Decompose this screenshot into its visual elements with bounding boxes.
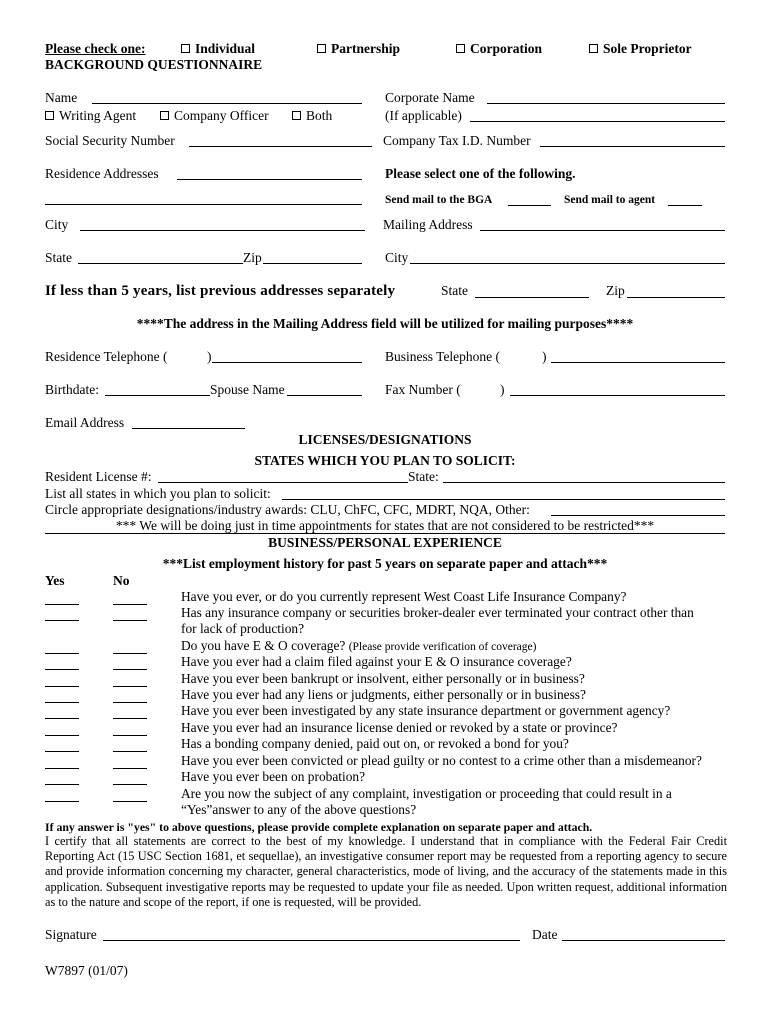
mailing-address-field[interactable] bbox=[480, 230, 725, 231]
state-label: State bbox=[45, 250, 72, 265]
mailing-state-field[interactable] bbox=[475, 297, 589, 298]
option-partnership[interactable]: Partnership bbox=[317, 41, 400, 57]
residence-field-2[interactable] bbox=[45, 204, 362, 205]
eo-verification-note: (Please provide verification of coverage) bbox=[348, 641, 537, 653]
fax-label: Fax Number ( bbox=[385, 382, 461, 397]
city-field[interactable] bbox=[80, 230, 365, 231]
checkbox-icon[interactable] bbox=[456, 44, 465, 53]
spouse-label: Spouse Name bbox=[210, 382, 285, 397]
birthdate-label: Birthdate: bbox=[45, 382, 99, 397]
question-8: Have you ever had an insurance license denied or revoked by a state or province? bbox=[181, 720, 618, 735]
corporate-name-field[interactable] bbox=[487, 103, 725, 104]
mailing-note: ****The address in the Mailing Address field will be utilized for mailing purposes**** bbox=[136, 316, 634, 331]
date-label: Date bbox=[532, 927, 558, 942]
no-answer[interactable] bbox=[113, 702, 147, 703]
license-state-field[interactable] bbox=[443, 482, 725, 483]
list-states-field[interactable] bbox=[282, 499, 725, 500]
designations-label: Circle appropriate designations/industry awards: CLU, ChFC, CFC, MDRT, NQA, Other: bbox=[45, 502, 530, 517]
no-answer[interactable] bbox=[113, 669, 147, 670]
no-header: No bbox=[113, 573, 130, 588]
yes-answer[interactable] bbox=[45, 768, 79, 769]
birthdate-field[interactable] bbox=[105, 395, 210, 396]
checkbox-icon[interactable] bbox=[160, 111, 169, 120]
mailing-address-label: Mailing Address bbox=[383, 217, 473, 232]
form-number: W7897 (01/07) bbox=[45, 963, 128, 978]
question-10: Have you ever been convicted or plead guilty or no contest to a crime other than a misdemeanor? bbox=[181, 753, 702, 768]
checkbox-icon[interactable] bbox=[181, 44, 190, 53]
no-answer[interactable] bbox=[113, 718, 147, 719]
no-answer[interactable] bbox=[113, 620, 147, 621]
yes-answer[interactable] bbox=[45, 669, 79, 670]
yes-answer[interactable] bbox=[45, 784, 79, 785]
select-one-label: Please select one of the following. bbox=[385, 166, 576, 181]
licenses-heading: LICENSES/DESIGNATIONS bbox=[298, 432, 472, 447]
business-phone-close: ) bbox=[542, 349, 547, 364]
question-6: Have you ever had any liens or judgments, either personally or in business? bbox=[181, 687, 586, 702]
zip-label: Zip bbox=[243, 250, 262, 265]
signature-label: Signature bbox=[45, 927, 97, 942]
states-heading: STATES WHICH YOU PLAN TO SOLICIT: bbox=[254, 453, 516, 468]
name-field[interactable] bbox=[92, 103, 362, 104]
yes-answer[interactable] bbox=[45, 620, 79, 621]
name-label: Name bbox=[45, 90, 78, 105]
fax-close: ) bbox=[500, 382, 505, 397]
fax-field[interactable] bbox=[510, 395, 725, 396]
residence-label: Residence Addresses bbox=[45, 166, 159, 181]
no-answer[interactable] bbox=[113, 686, 147, 687]
no-answer[interactable] bbox=[113, 768, 147, 769]
email-label: Email Address bbox=[45, 415, 125, 430]
certification-text: I certify that all statements are correct to the best of my knowledge. I understand that in compliance with the Federal Fair Credit Reporting Act (15 USC Section 1681, et sequellae), an investigative consumer report may be requested from a reporting agency to secure and provide information concerning my character, general characteristics, mode of living, and the accuracy of the statements made in this application. Subsequent investigative reports may be requested to update your file as needed. Upon written request, additional information as to the nature and scope of the report, if one is requested, will be provided. bbox=[45, 834, 727, 909]
yes-answer[interactable] bbox=[45, 653, 79, 654]
previous-addresses-note: If less than 5 years, list previous addresses separately bbox=[45, 283, 396, 299]
option-corporation[interactable]: Corporation bbox=[456, 41, 542, 57]
checkbox-icon[interactable] bbox=[589, 44, 598, 53]
both-option[interactable]: Both bbox=[292, 108, 332, 124]
checkbox-icon[interactable] bbox=[45, 111, 54, 120]
check-one-label: Please check one: bbox=[45, 41, 146, 56]
question-1: Have you ever, or do you currently represent West Coast Life Insurance Company? bbox=[181, 589, 627, 604]
question-7: Have you ever been investigated by any state insurance department or government agency? bbox=[181, 703, 671, 718]
resident-license-field[interactable] bbox=[158, 482, 408, 483]
business-phone-field[interactable] bbox=[551, 362, 725, 363]
ssn-field[interactable] bbox=[189, 146, 372, 147]
question-12: Are you now the subject of any complaint, investigation or proceeding that could result in a bbox=[181, 786, 672, 801]
writing-agent-option[interactable]: Writing Agent bbox=[45, 108, 136, 124]
yes-answer[interactable] bbox=[45, 735, 79, 736]
business-phone-label: Business Telephone ( bbox=[385, 349, 501, 364]
yes-answer[interactable] bbox=[45, 718, 79, 719]
no-answer[interactable] bbox=[113, 784, 147, 785]
zip-field[interactable] bbox=[263, 263, 362, 264]
tax-id-field[interactable] bbox=[540, 146, 725, 147]
question-4: Have you ever had a claim filed against your E & O insurance coverage? bbox=[181, 654, 572, 669]
question-5: Have you ever been bankrupt or insolvent, either personally or in business? bbox=[181, 671, 585, 686]
if-applicable-label: (If applicable) bbox=[385, 108, 462, 123]
designations-other-field[interactable] bbox=[551, 515, 725, 516]
checkbox-icon[interactable] bbox=[317, 44, 326, 53]
yes-answer[interactable] bbox=[45, 604, 79, 605]
spouse-field[interactable] bbox=[287, 395, 362, 396]
mailing-state-label: State bbox=[441, 283, 468, 298]
send-bga-field[interactable] bbox=[508, 205, 551, 206]
no-answer[interactable] bbox=[113, 604, 147, 605]
company-officer-option[interactable]: Company Officer bbox=[160, 108, 269, 124]
yes-answer[interactable] bbox=[45, 702, 79, 703]
residence-field-1[interactable] bbox=[177, 179, 362, 180]
residence-phone-close: ) bbox=[207, 349, 212, 364]
employment-note: ***List employment history for past 5 years on separate paper and attach*** bbox=[162, 556, 608, 571]
no-answer[interactable] bbox=[113, 801, 147, 802]
mailing-city-field[interactable] bbox=[410, 263, 725, 264]
question-12-cont: “Yes”answer to any of the above questions? bbox=[181, 802, 417, 817]
jit-note: *** We will be doing just in time appointments for states that are not considered to be restricted*** bbox=[115, 518, 655, 533]
mailing-zip-field[interactable] bbox=[627, 297, 725, 298]
email-field[interactable] bbox=[132, 428, 245, 429]
no-answer[interactable] bbox=[113, 751, 147, 752]
list-states-label: List all states in which you plan to solicit: bbox=[45, 486, 271, 501]
question-9: Has a bonding company denied, paid out on, or revoked a bond for you? bbox=[181, 736, 569, 751]
ssn-label: Social Security Number bbox=[45, 133, 175, 148]
option-sole-proprietor[interactable]: Sole Proprietor bbox=[589, 41, 692, 57]
yes-header: Yes bbox=[45, 573, 65, 588]
experience-heading: BUSINESS/PERSONAL EXPERIENCE bbox=[268, 535, 502, 550]
mailing-zip-label: Zip bbox=[606, 283, 625, 298]
send-agent-label: Send mail to agent bbox=[564, 194, 656, 206]
corporate-name-field-2[interactable] bbox=[470, 121, 725, 122]
form-title: BACKGROUND QUESTIONNAIRE bbox=[45, 57, 263, 72]
tax-id-label: Company Tax I.D. Number bbox=[383, 133, 531, 148]
state-field[interactable] bbox=[78, 263, 243, 264]
yes-answer[interactable] bbox=[45, 686, 79, 687]
section-divider bbox=[45, 533, 725, 534]
license-state-label: State: bbox=[408, 469, 439, 484]
question-2-cont: for lack of production? bbox=[181, 621, 305, 636]
corporate-name-label: Corporate Name bbox=[385, 90, 475, 105]
date-field[interactable] bbox=[562, 940, 725, 941]
checkbox-icon[interactable] bbox=[292, 111, 301, 120]
send-agent-field[interactable] bbox=[668, 205, 702, 206]
question-2: Has any insurance company or securities broker-dealer ever terminated your contract other than bbox=[181, 605, 694, 620]
yes-answer[interactable] bbox=[45, 751, 79, 752]
residence-phone-label: Residence Telephone ( bbox=[45, 349, 168, 364]
no-answer[interactable] bbox=[113, 653, 147, 654]
signature-field[interactable] bbox=[103, 940, 520, 941]
residence-phone-field[interactable] bbox=[212, 362, 362, 363]
no-answer[interactable] bbox=[113, 735, 147, 736]
city-label: City bbox=[45, 217, 69, 232]
question-3: Do you have E & O coverage? (Please provide verification of coverage) bbox=[181, 638, 537, 653]
question-11: Have you ever been on probation? bbox=[181, 769, 366, 784]
explain-note: If any answer is "yes" to above questions, please provide complete explanation on separate paper and attach. bbox=[45, 820, 593, 834]
send-bga-label: Send mail to the BGA bbox=[385, 194, 493, 206]
mailing-city-label: City bbox=[385, 250, 409, 265]
resident-license-label: Resident License #: bbox=[45, 469, 152, 484]
option-individual[interactable]: Individual bbox=[181, 41, 255, 57]
yes-answer[interactable] bbox=[45, 801, 79, 802]
